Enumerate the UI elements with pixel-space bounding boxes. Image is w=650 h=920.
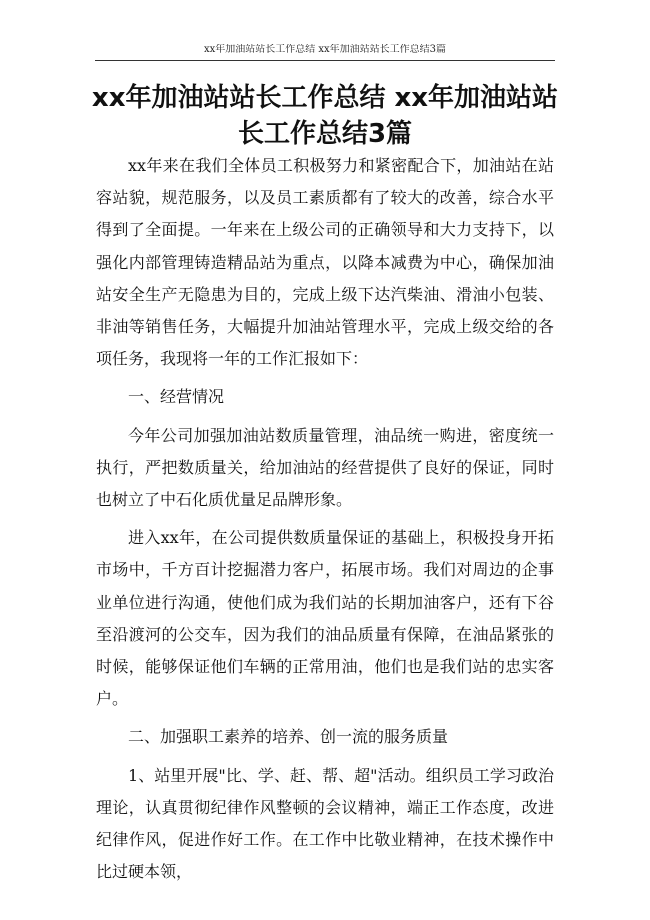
section-heading-staff-training: 二、加强职工素养的培养、创一流的服务质量 (128, 727, 449, 747)
intro-paragraph: xx年来在我们全体员工积极努力和紧密配合下，加油站在站容站貌，规范服务，以及员工素质都有了较大的改善，综合水平得到了全面提。一年来在上级公司的正确领导和大力支持下，以强化内部管理铸造精品站为重点，以降本减费为中心，确保加油站安全生产无隐患为目的，完成上级下达汽柴油、滑油小包装、非油等销售任务，大幅提升加油站管理水平，完成上级交给的各项任务，我现将一年的工作汇报如下： (96, 156, 554, 369)
section-heading-operations: 一、经营情况 (128, 387, 225, 407)
body-paragraph: 1、站里开展"比、学、赶、帮、超"活动。组织员工学习政治理论，认真贯彻纪律作风整顿的会议精神，端正工作态度，改进纪律作风，促进作好工作。在工作中比敬业精神，在技术操作中比过硬本领， (96, 765, 554, 882)
body-paragraph: 进入xx年，在公司提供数质量保证的基础上，积极投身开拓市场中，千方百计挖掘潜力客户，拓展市场。我们对周边的企事业单位进行沟通，使他们成为我们站的长期加油客户，还有下谷至沿渡河的公交车，因为我们的油品质量有保障，在油品紧张的时候，能够保证他们车辆的正常用油，他们也是我们站的忠实客户。 (96, 528, 554, 709)
running-header: xx年加油站站长工作总结 xx年加油站站长工作总结3篇 (95, 44, 555, 61)
document-title: xx年加油站站长工作总结 xx年加油站站长工作总结3篇 (91, 83, 559, 149)
document-body (96, 150, 554, 894)
body-paragraph: 今年公司加强加油站数质量管理，油品统一购进，密度统一执行，严把数质量关，给加油站的经营提供了良好的保证，同时也树立了中石化质优量足品牌形象。 (96, 425, 554, 510)
